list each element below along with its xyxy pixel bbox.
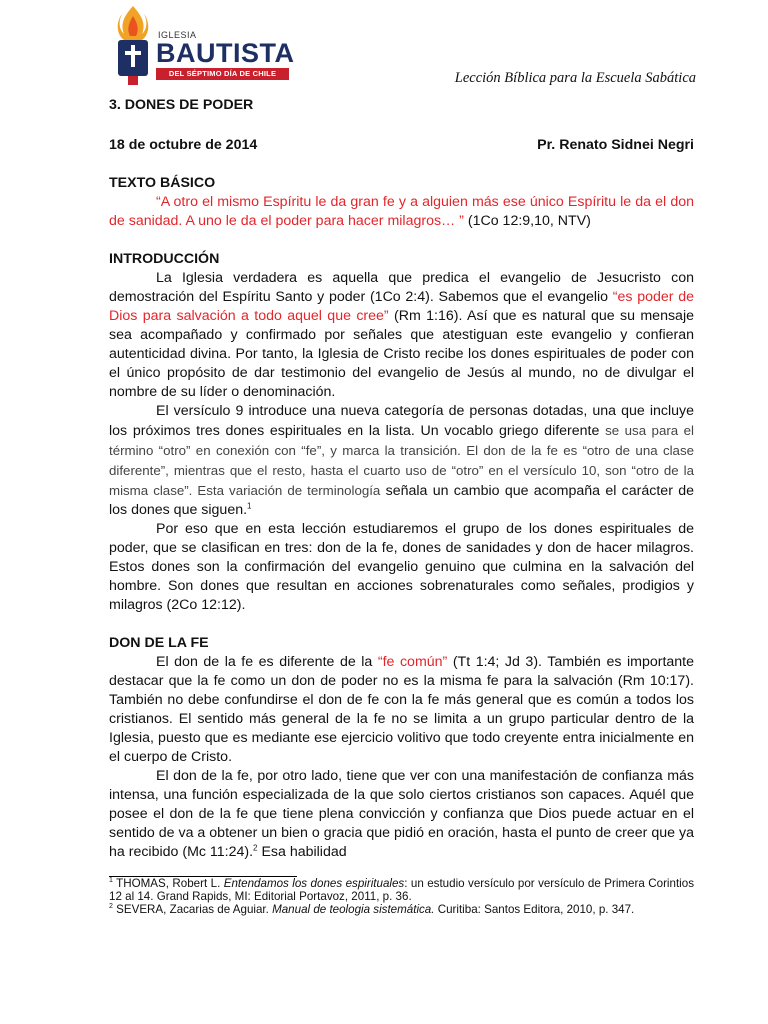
text-run: THOMAS, Robert L. — [112, 877, 224, 890]
text-run: : un estudio versículo por versículo de Primera Corintios 12 al 14. Grand Rapids, MI: Editorial Portavoz, 2011, p. 36. — [109, 877, 694, 903]
intro-paragraph-1 — [109, 269, 694, 402]
book-title: Manual de teologia sistemática. — [272, 903, 435, 916]
lesson-author: Pr. Renato Sidnei Negri — [537, 137, 694, 153]
footnote-ref-1[interactable]: 1 — [247, 501, 252, 511]
text-run: (Tt 1:4; Jd 3). También es importante destacar que la fe como un don de poder no es la misma fe para la salvación (Rm 10:17). También no debe confundirse el don de fe con la fe más general que es común a todos los cristianos. El sentido más general de la fe no se limita a un grupo particular dentro de la Iglesia, puesto que es mediante ese ejercicio volitivo que todo creyente entra inicialmente en el cuerpo de Cristo. — [109, 654, 695, 765]
lesson-meta — [109, 136, 694, 155]
text-run: Esa habilidad — [257, 844, 347, 860]
footnote-number: 1 — [109, 877, 113, 885]
don-fe-heading: DON DE LA FE — [109, 635, 209, 651]
intro-paragraph-3: Por eso que en esta lección estudiaremos el grupo de los dones espirituales de poder, que se clasifican en tres: don de la fe, dones de sanidades y don de hacer milagros. Estos dones son la confirmación del evangelio genuino que culmina en la salvación del hombre. Son dones que resultan en acciones sobrenaturales como señales, prodigios y milagros (2Co 12:12). — [109, 521, 694, 613]
torch-icon — [108, 4, 158, 86]
church-logo — [108, 4, 294, 86]
text-run: Curitiba: Santos Editora, 2010, p. 347. — [434, 903, 635, 916]
logo-bautista: BAUTISTA — [156, 38, 295, 68]
footnote-1 — [109, 877, 694, 903]
bible-quote: “A otro el mismo Espíritu le da gran fe y a alguien más ese único Espíritu le da el don de sanidad. A uno le da el poder para hacer milagros… ” — [109, 194, 694, 229]
lesson-body — [109, 96, 694, 916]
quoted-passage: se usa para el término “otro” en conexión con “fe”, y marca la transición. El don de la fe es “otro de una clase diferente”, mientras que el resto, hasta el cuarto uso de “otro” en el versículo 10, son “otro de la misma clase”. Esta variación de terminología — [109, 423, 694, 498]
book-title: Entendamos los dones espirituales — [223, 877, 405, 890]
texto-basico-heading: TEXTO BÁSICO — [109, 175, 216, 191]
bible-reference: (1Co 12:9,10, NTV) — [463, 213, 591, 229]
text-run: La Iglesia verdadera es aquella que predica el evangelio de Jesucristo con demostración del Espíritu Santo y poder (1Co 2:4). Sabemos que el evangelio — [109, 270, 694, 305]
texto-basico-quote — [109, 193, 694, 231]
running-title: Lección Bíblica para la Escuela Sabática — [454, 70, 696, 86]
logo-band: DEL SÉPTIMO DÍA DE CHILE — [156, 68, 289, 80]
footnote-ref-2[interactable]: 2 — [253, 843, 258, 853]
bible-quote: “es poder de Dios para salvación a todo aquel que cree” — [109, 289, 694, 324]
text-run: SEVERA, Zacarias de Aguiar. — [112, 903, 273, 916]
lesson-date: 18 de octubre de 2014 — [109, 137, 258, 153]
lesson-title: 3. DONES DE PODER — [109, 97, 254, 113]
text-run: señala un cambio que acompaña el carácter de los dones que siguen. — [109, 483, 694, 518]
footnote-number: 2 — [109, 903, 113, 911]
quoted-term: “fe común” — [377, 654, 448, 670]
logo-iglesia: IGLESIA — [158, 30, 197, 40]
text-run: El don de la fe, por otro lado, tiene que ver con una manifestación de confianza más intensa, una función especializada de la que solo ciertos cristianos son capaces. Aquél que posee el don de la fe que tiene plena convicción y confianza que Dios puede actuar en el sentido de va a obtener un bien o gracia que pidió en oración, hasta el punto de creer que ya ha recibido (Mc 11:24). — [109, 768, 694, 860]
text-run: El versículo 9 introduce una nueva categoría de personas dotadas, una que incluye los próximos tres dones espirituales en la lista. Un vocablo griego diferente — [109, 403, 694, 439]
footnote-2 — [109, 903, 694, 916]
text-run: (Rm 1:16). Así que es natural que su mensaje sea acompañado y confirmado por señales que atestiguan este evangelio y confieran autenticidad divina. Por tanto, la Iglesia de Cristo recibe los dones espirituales de poder con el único propósito de dar testimonio del evangelio de Jesús al mundo, no de divulgar el nombre de su líder o denominación. — [109, 308, 694, 400]
don-fe-paragraph-1 — [109, 653, 694, 767]
introduccion-heading: INTRODUCCIÓN — [109, 251, 220, 267]
text-run: El don de la fe es diferente de la — [156, 654, 378, 670]
don-fe-paragraph-2 — [109, 767, 694, 862]
intro-paragraph-2 — [109, 402, 694, 520]
